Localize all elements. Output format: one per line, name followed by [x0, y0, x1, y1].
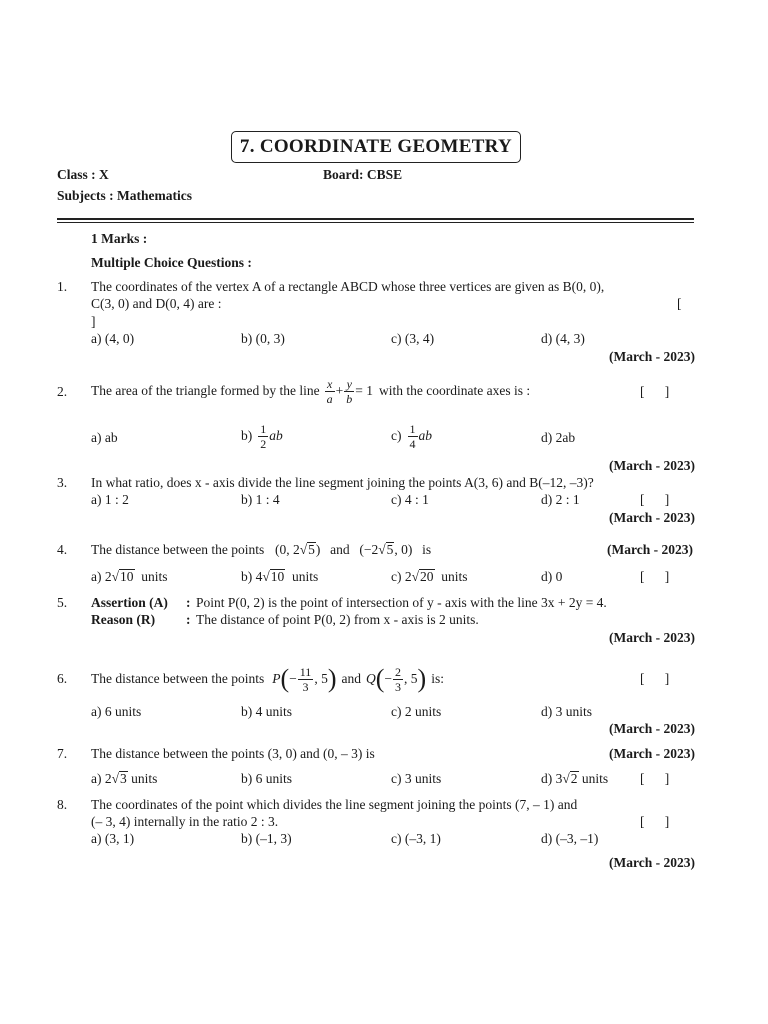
answer-bracket-close: ]	[91, 314, 96, 329]
divider-thick	[57, 218, 694, 220]
question-number: 7.	[57, 746, 68, 761]
assertion-label: Assertion (A)	[91, 595, 168, 610]
source-tag: (March - 2023)	[609, 349, 695, 364]
source-tag: (March - 2023)	[609, 721, 695, 736]
reason-label: Reason (R)	[91, 612, 156, 627]
question-text: The coordinates of the vertex A of a rectangle ABCD whose three vertices are given as B(0, 0),	[91, 279, 605, 294]
option-b: b) 6 units	[241, 771, 293, 786]
answer-bracket: [ ]	[640, 671, 670, 686]
option-b: b) 4 units	[241, 704, 293, 719]
option-c: c) 1 4 ab	[391, 421, 432, 451]
reason-sep: :	[186, 612, 191, 627]
fraction-x-a: x a	[326, 376, 333, 406]
answer-bracket: [ ]	[640, 771, 670, 786]
question-text: The coordinates of the point which divides the line segment joining the points (7, – 1) and	[91, 797, 578, 812]
assertion-text: Point P(0, 2) is the point of intersection of y - axis with the line 3x + 2y = 4.	[196, 595, 607, 610]
source-tag: (March - 2023)	[609, 630, 695, 645]
board-label: Board: CBSE	[323, 167, 403, 182]
answer-bracket: [ ]	[640, 569, 670, 584]
question-number: 8.	[57, 797, 68, 812]
question-number: 5.	[57, 595, 68, 610]
source-tag: (March - 2023)	[609, 746, 695, 761]
title-box	[231, 131, 521, 163]
option-c: c) 4 : 1	[391, 492, 429, 507]
option-a: a) (4, 0)	[91, 331, 135, 346]
point-1: (0, 2√5)	[274, 542, 321, 557]
question-text: The area of the triangle formed by the line x a + $\frac{y}{b}$ = 1 with the coordinate axes is :	[91, 376, 531, 406]
option-c: c) 3 units	[391, 771, 442, 786]
option-d: d) 0	[541, 569, 563, 584]
option-d: d) 3√2 units	[541, 771, 609, 786]
text-after: with the coordinate axes is :	[379, 383, 531, 398]
answer-bracket: [ ]	[640, 384, 670, 399]
source-tag: (March - 2023)	[609, 458, 695, 473]
question-number: 2.	[57, 384, 68, 399]
option-b: b) 4√10 units	[241, 569, 319, 584]
question-text-cont: C(3, 0) and D(0, 4) are :	[91, 296, 222, 311]
option-c: c) 2√20 units	[391, 569, 468, 584]
subjects-label: Subjects : Mathematics	[57, 188, 192, 203]
section-type: Multiple Choice Questions :	[91, 255, 252, 270]
option-a: a) ab	[91, 430, 118, 445]
option-d: d) 2 : 1	[541, 492, 580, 507]
question-text: The distance between the points P ( − $\frac{11}{3}$ , 5 ) and Q ( − $\frac{2}{3}$ , 5 ) is:	[91, 664, 444, 694]
option-a: a) 2√3 units	[91, 771, 158, 786]
equation-rhs: = 1	[355, 383, 374, 398]
option-a: a) (3, 1)	[91, 831, 135, 846]
option-c: c) (–3, 1)	[391, 831, 441, 846]
divider-thin	[57, 222, 694, 223]
question-text-cont: (– 3, 4) internally in the ratio 2 : 3.	[91, 814, 279, 829]
assertion-sep: :	[186, 595, 191, 610]
reason-text: The distance of point P(0, 2) from x - axis is 2 units.	[196, 612, 479, 627]
option-c: c) 2 units	[391, 704, 442, 719]
source-tag: (March - 2023)	[609, 510, 695, 525]
answer-bracket-open: [	[677, 296, 682, 311]
fraction-y-b: $\frac{y}{b}$	[346, 376, 353, 406]
source-tag: (March - 2023)	[607, 542, 693, 557]
page-title: 7. COORDINATE GEOMETRY	[239, 136, 513, 157]
option-d: d) (–3, –1)	[541, 831, 599, 846]
question-number: 1.	[57, 279, 68, 294]
source-tag: (March - 2023)	[609, 855, 695, 870]
question-number: 3.	[57, 475, 68, 490]
option-a: a) 6 units	[91, 704, 142, 719]
text-before: The area of the triangle formed by the line	[91, 383, 320, 398]
option-a: a) 2√10 units	[91, 569, 168, 584]
option-b: b) (–1, 3)	[241, 831, 292, 846]
answer-bracket: [ ]	[640, 814, 670, 829]
option-b: b) 1 2 ab	[241, 421, 283, 451]
class-label: Class : X	[57, 167, 109, 182]
option-d: d) 3 units	[541, 704, 593, 719]
section-marks: 1 Marks :	[91, 231, 148, 246]
question-number: 4.	[57, 542, 68, 557]
question-number: 6.	[57, 671, 68, 686]
option-d: d) (4, 3)	[541, 331, 585, 346]
answer-bracket: [ ]	[640, 492, 670, 507]
option-b: b) 1 : 4	[241, 492, 280, 507]
question-text: In what ratio, does x - axis divide the line segment joining the points A(3, 6) and B(–12, –3)?	[91, 475, 594, 490]
option-a: a) 1 : 2	[91, 492, 129, 507]
question-text: The distance between the points (0, 2√5) and (−2√5, 0) is	[91, 542, 432, 557]
option-d: d) 2ab	[541, 430, 576, 445]
option-c: c) (3, 4)	[391, 331, 435, 346]
point-2: (−2√5, 0)	[359, 542, 413, 557]
question-text: The distance between the points (3, 0) and (0, – 3) is	[91, 746, 375, 761]
option-b: b) (0, 3)	[241, 331, 285, 346]
